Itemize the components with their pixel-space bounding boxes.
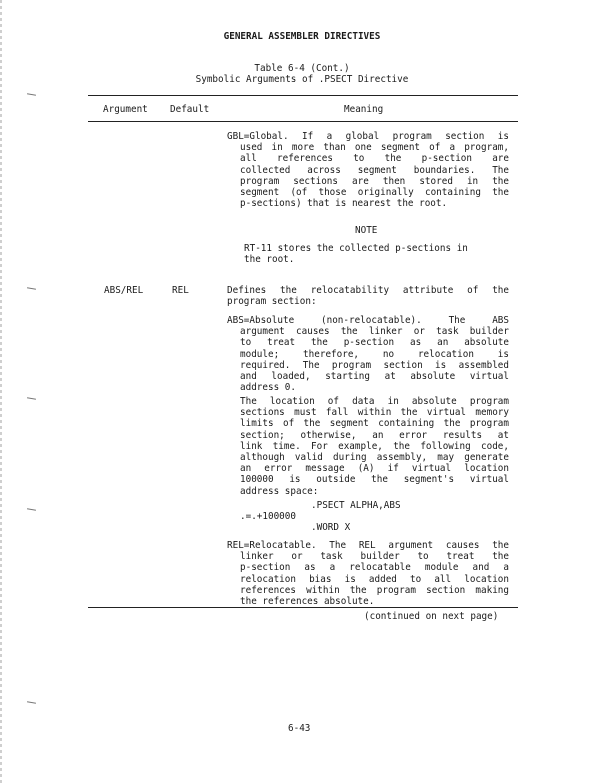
table-header-rule <box>88 121 518 122</box>
text-line: program sections are then stored in the <box>240 175 509 187</box>
table-top-rule <box>88 95 518 96</box>
text-line: collected across segment boundaries. The <box>240 164 509 176</box>
text-line: address space: <box>240 485 319 497</box>
continued-note: (continued on next page) <box>364 611 499 622</box>
text-line: all references to the p-section are <box>240 153 509 165</box>
code-line-psect: .PSECT ALPHA,ABS <box>311 500 401 511</box>
text-line: Defines the relocatability attribute of the <box>227 285 509 296</box>
text-line: module; therefore, no relocation is <box>240 348 509 360</box>
text-line: relocation bias is added to all location <box>240 573 509 585</box>
text-line: GBL=Global. If a global program section is <box>227 131 509 142</box>
text-line: REL=Relocatable. The REL argument causes the <box>227 540 509 551</box>
text-line: address 0. <box>240 382 296 394</box>
text-line: segment (of those originally containing the <box>240 186 509 198</box>
text-line: although valid during assembly, may generate <box>240 451 509 463</box>
text-line: and loaded, starting at absolute virtual <box>240 370 509 382</box>
margin-mark <box>27 701 36 704</box>
scan-edge <box>0 0 2 783</box>
argument-abs-rel: ABS/REL <box>104 285 144 296</box>
margin-mark <box>27 93 36 96</box>
text-line: used in more than one segment of a program, <box>240 142 509 154</box>
text-line: argument causes the linker or task builder <box>240 326 509 338</box>
table-caption: Symbolic Arguments of .PSECT Directive <box>195 74 409 85</box>
table-bottom-rule <box>88 607 518 608</box>
column-header-meaning: Meaning <box>344 104 384 115</box>
text-line: an error message (A) if virtual location <box>240 463 509 475</box>
text-line: 100000 is outside the segment's virtual <box>240 474 509 486</box>
note-body <box>244 243 468 265</box>
column-header-argument: Argument <box>103 104 148 115</box>
text-line: The location of data in absolute program <box>240 396 509 407</box>
default-rel: REL <box>172 285 189 296</box>
text-line: linker or task builder to treat the <box>240 551 509 563</box>
text-line: the references absolute. <box>240 595 375 607</box>
absrel-intro <box>227 285 509 307</box>
page-number: 6-43 <box>288 723 311 734</box>
text-line: references within the program section making <box>240 584 509 596</box>
text-line: required. The program section is assembled <box>240 359 509 371</box>
location-paragraph <box>240 396 509 497</box>
text-line: the root. <box>244 254 295 266</box>
text-line: ABS=Absolute (non-relocatable). The ABS <box>227 315 509 326</box>
text-line: sections must fall within the virtual memory <box>240 407 509 419</box>
text-line: p-section as a relocatable module and a <box>240 562 509 574</box>
text-line: program section: <box>227 296 317 308</box>
column-header-default: Default <box>170 104 210 115</box>
text-line: limits of the segment containing the program <box>240 418 509 430</box>
margin-mark <box>27 508 36 511</box>
abs-paragraph <box>227 315 509 393</box>
margin-mark <box>27 397 36 400</box>
code-line-location: .=.+100000 <box>240 511 296 522</box>
note-heading: NOTE <box>355 225 378 236</box>
margin-mark <box>27 287 36 290</box>
text-line: RT-11 stores the collected p-sections in <box>244 243 468 254</box>
text-line: section; otherwise, an error results at <box>240 429 509 441</box>
gbl-paragraph <box>227 131 509 209</box>
table-number: Table 6-4 (Cont.) <box>254 63 350 74</box>
text-line: p-sections) that is nearest the root. <box>240 198 448 210</box>
section-title: GENERAL ASSEMBLER DIRECTIVES <box>223 31 381 42</box>
text-line: link time. For example, the following code, <box>240 440 509 452</box>
text-line: to treat the p-section as an absolute <box>240 337 509 349</box>
code-line-word: .WORD X <box>311 522 351 533</box>
rel-paragraph <box>227 540 509 607</box>
